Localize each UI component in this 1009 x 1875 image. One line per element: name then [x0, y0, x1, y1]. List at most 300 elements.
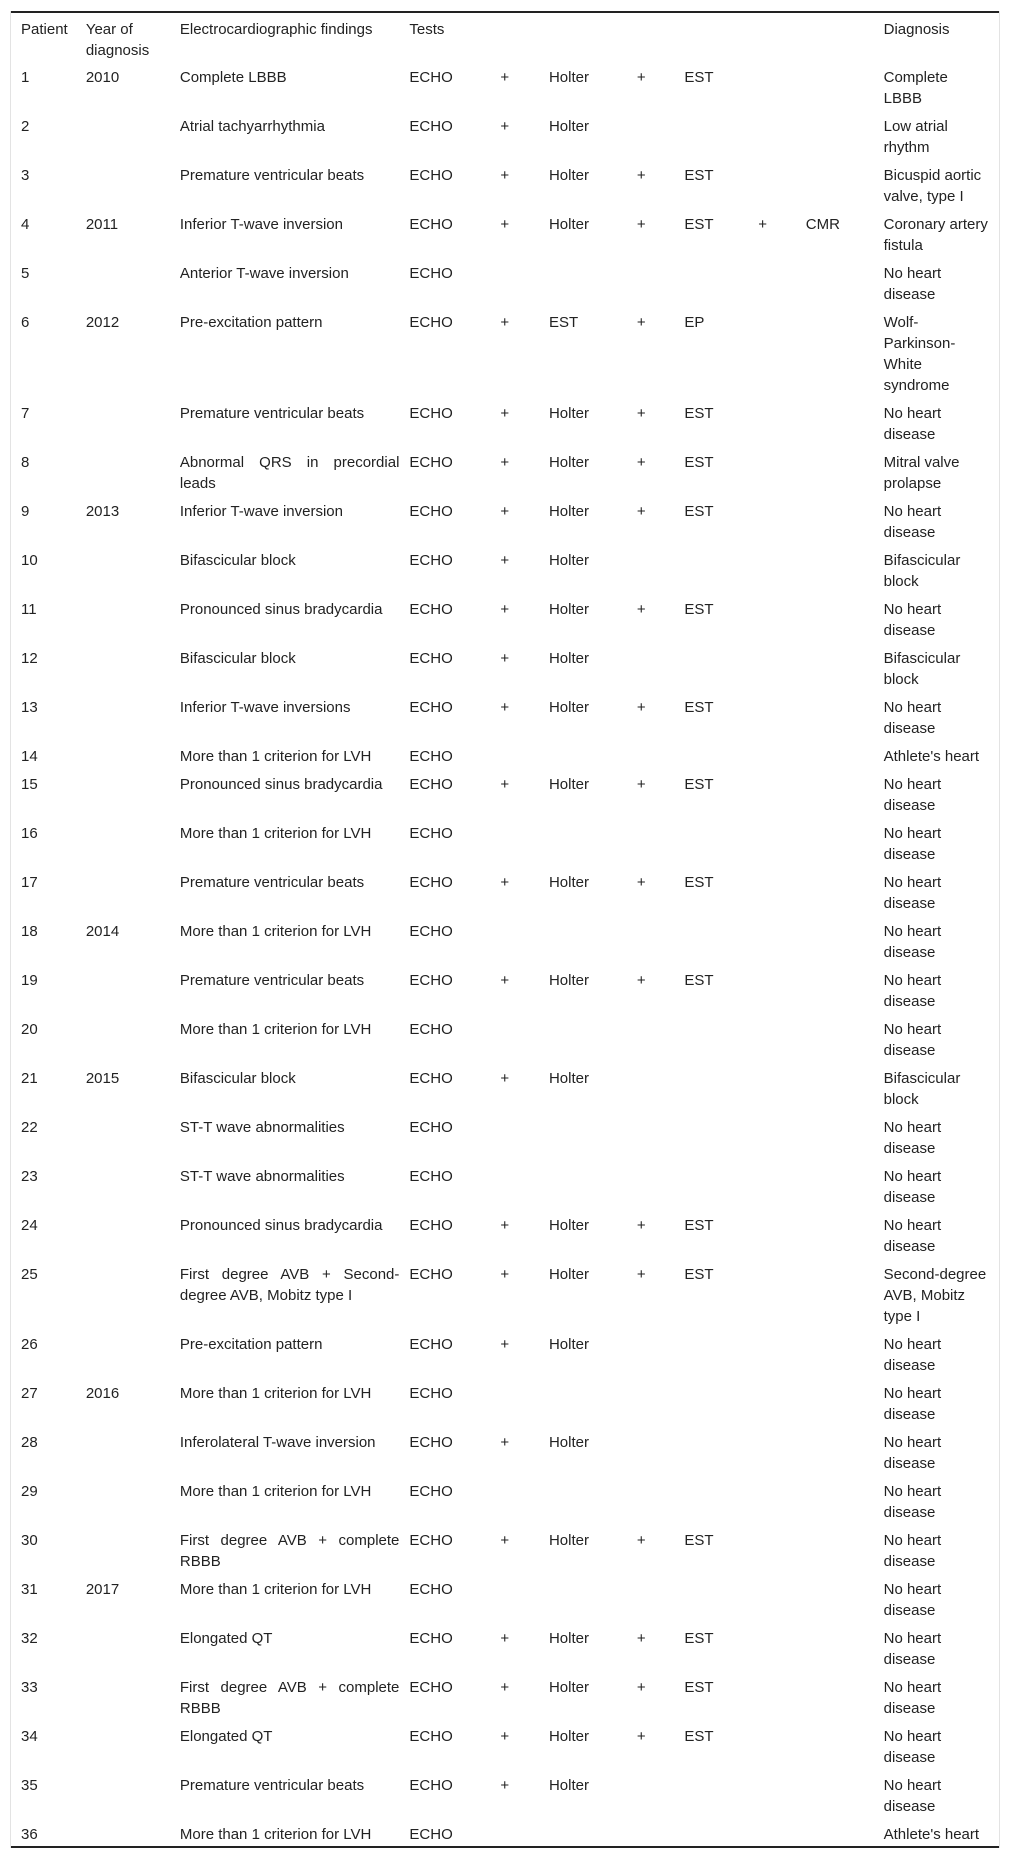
cell-year [86, 257, 180, 306]
cell-plus-3 [758, 915, 806, 964]
cell-test-1: ECHO [409, 1679, 453, 1696]
cell-ecg-findings: Inferior T-wave inversions [179, 699, 351, 716]
cell-plus-2 [637, 257, 685, 306]
cell-plus-1: + [500, 503, 510, 520]
cell-diagnosis: No heart disease [883, 265, 942, 303]
cell-test-3 [684, 1377, 758, 1426]
cell-patient: 7 [21, 405, 30, 422]
table-row [11, 495, 999, 544]
cell-test-2: Holter [548, 1434, 589, 1451]
table-row [11, 1111, 999, 1160]
cell-plus-1 [500, 1818, 549, 1847]
table-row [11, 691, 999, 740]
cell-year: 2011 [85, 216, 119, 233]
cell-plus-2 [637, 1377, 685, 1426]
cell-patient: 36 [21, 1826, 38, 1843]
cell-year [86, 1671, 180, 1720]
cell-plus-1 [500, 1475, 549, 1524]
cell-test-1: ECHO [409, 1777, 453, 1794]
cell-plus-2 [637, 1573, 685, 1622]
table-row [11, 1328, 999, 1377]
cell-year [86, 1524, 180, 1573]
cell-plus-3 [758, 593, 806, 642]
cell-patient: 17 [21, 874, 38, 891]
cell-test-3: EST [684, 699, 714, 716]
table-row [11, 110, 999, 159]
cell-test-2: EST [548, 314, 579, 331]
cell-year [86, 1426, 180, 1475]
cell-test-3: EST [684, 69, 714, 86]
cell-year [86, 159, 180, 208]
cell-test-4 [806, 1160, 884, 1209]
cell-year [86, 642, 180, 691]
cell-ecg-findings: Pronounced sinus bradycardia [179, 776, 383, 793]
cell-ecg-findings: Elongated QT [179, 1728, 273, 1745]
cell-test-4 [806, 964, 884, 1013]
cell-test-3 [684, 1426, 758, 1475]
cell-ecg-findings: First degree AVB + Second-degree AVB, Mobitz type I [179, 1266, 400, 1304]
cell-test-4 [806, 1769, 884, 1818]
cell-ecg-findings: More than 1 criterion for LVH [179, 748, 372, 765]
cell-test-4 [806, 1328, 884, 1377]
cell-plus-3 [758, 866, 806, 915]
cell-diagnosis: No heart disease [883, 776, 942, 814]
cell-test-1: ECHO [409, 1434, 453, 1451]
cell-patient: 10 [21, 552, 38, 569]
cell-plus-3 [758, 1818, 806, 1847]
cell-test-2: Holter [548, 650, 589, 667]
cell-diagnosis: No heart disease [883, 1532, 942, 1570]
cell-test-1: ECHO [409, 699, 453, 716]
cell-patient: 8 [21, 454, 30, 471]
cell-plus-2 [637, 1160, 685, 1209]
cell-patient: 20 [21, 1021, 38, 1038]
cell-year [86, 1258, 180, 1328]
cell-test-3: EST [684, 601, 714, 618]
cell-plus-2 [637, 1769, 685, 1818]
cell-test-3 [684, 1769, 758, 1818]
cell-test-2: Holter [548, 601, 589, 618]
cell-plus-1: + [500, 1630, 510, 1647]
cell-year [86, 397, 180, 446]
table-row [11, 1258, 999, 1328]
cell-year [86, 1013, 180, 1062]
cell-plus-2 [637, 110, 685, 159]
cell-diagnosis: Athlete's heart [883, 1826, 980, 1843]
cell-test-1: ECHO [409, 1826, 453, 1843]
cell-patient: 12 [21, 650, 38, 667]
cell-plus-1: + [500, 314, 510, 331]
cell-diagnosis: No heart disease [883, 1385, 942, 1423]
cell-plus-3 [758, 1160, 806, 1209]
cell-test-1: ECHO [409, 1119, 453, 1136]
cell-test-3: EST [684, 776, 714, 793]
cell-test-1: ECHO [409, 650, 453, 667]
cell-test-2 [549, 817, 637, 866]
cell-patient: 15 [21, 776, 38, 793]
cell-year [86, 1720, 180, 1769]
cell-plus-2: + [636, 1630, 646, 1647]
cell-test-4 [806, 593, 884, 642]
cell-plus-2 [637, 1062, 685, 1111]
cell-test-4 [806, 446, 884, 495]
cell-test-4 [806, 866, 884, 915]
cell-plus-2: + [636, 216, 646, 233]
table-row [11, 642, 999, 691]
cell-plus-2 [637, 817, 685, 866]
cell-diagnosis: No heart disease [883, 1434, 942, 1472]
cell-plus-3 [758, 1209, 806, 1258]
cell-plus-2 [637, 1111, 685, 1160]
cell-test-2: Holter [548, 167, 589, 184]
cell-test-1: ECHO [409, 1581, 453, 1598]
cell-ecg-findings: More than 1 criterion for LVH [179, 1581, 372, 1598]
cell-test-1: ECHO [409, 265, 453, 282]
cell-test-3 [684, 642, 758, 691]
cell-diagnosis: Athlete's heart [883, 748, 980, 765]
cell-ecg-findings: Inferior T-wave inversion [179, 503, 343, 520]
cell-year [86, 768, 180, 817]
cell-test-3 [684, 1160, 758, 1209]
cell-test-1: ECHO [409, 1728, 453, 1745]
table-row [11, 768, 999, 817]
cell-diagnosis: No heart disease [883, 923, 942, 961]
table-row [11, 1622, 999, 1671]
cell-diagnosis: No heart disease [883, 1581, 942, 1619]
cell-plus-1: + [500, 1070, 510, 1087]
cell-test-1: ECHO [409, 503, 453, 520]
cell-patient: 32 [21, 1630, 38, 1647]
header-year: Year of diagnosis [85, 21, 150, 59]
cell-test-1: ECHO [409, 972, 453, 989]
cell-plus-1: + [500, 1217, 510, 1234]
cell-plus-1: + [500, 1266, 510, 1283]
cell-test-3: EST [684, 874, 714, 891]
cell-year [86, 1769, 180, 1818]
cell-test-2: Holter [548, 1532, 589, 1549]
cell-test-2: Holter [548, 503, 589, 520]
table-body [11, 61, 999, 1847]
cell-plus-3 [758, 495, 806, 544]
table-row [11, 915, 999, 964]
cell-test-3 [684, 1062, 758, 1111]
cell-plus-1: + [500, 216, 510, 233]
cell-plus-3 [758, 768, 806, 817]
cell-plus-2: + [636, 69, 646, 86]
cell-plus-3 [758, 1622, 806, 1671]
cell-test-2: Holter [548, 1728, 589, 1745]
cell-test-4 [806, 257, 884, 306]
cell-diagnosis: No heart disease [883, 1021, 942, 1059]
cell-test-1: ECHO [409, 776, 453, 793]
cell-ecg-findings: More than 1 criterion for LVH [179, 1021, 372, 1038]
cell-plus-3 [758, 642, 806, 691]
cell-test-4 [806, 691, 884, 740]
table-row [11, 740, 999, 768]
cell-diagnosis: Bifascicular block [883, 650, 961, 688]
cell-diagnosis: No heart disease [883, 1119, 942, 1157]
cell-plus-1: + [500, 776, 510, 793]
cell-plus-2: + [636, 1532, 646, 1549]
cell-diagnosis: No heart disease [883, 1630, 942, 1668]
cell-plus-2: + [636, 454, 646, 471]
cell-test-3 [684, 257, 758, 306]
cell-plus-2 [637, 740, 685, 768]
cell-patient: 19 [21, 972, 38, 989]
cell-patient: 34 [21, 1728, 38, 1745]
cell-ecg-findings: More than 1 criterion for LVH [179, 1385, 372, 1402]
cell-test-2 [549, 1818, 637, 1847]
cell-test-4 [806, 1622, 884, 1671]
cell-test-3: EST [684, 167, 714, 184]
cell-ecg-findings: More than 1 criterion for LVH [179, 1483, 372, 1500]
patients-table [11, 11, 999, 1848]
cell-diagnosis: No heart disease [883, 972, 942, 1010]
table-row [11, 1573, 999, 1622]
cell-plus-3 [758, 1013, 806, 1062]
cell-ecg-findings: First degree AVB + complete RBBB [179, 1532, 400, 1570]
cell-year: 2010 [85, 69, 120, 86]
cell-test-3: EST [684, 503, 714, 520]
cell-test-1: ECHO [409, 1168, 453, 1185]
cell-test-2: Holter [548, 972, 589, 989]
cell-year [86, 1111, 180, 1160]
cell-ecg-findings: Complete LBBB [179, 69, 287, 86]
cell-patient: 25 [21, 1266, 38, 1283]
header-diagnosis: Diagnosis [883, 21, 950, 38]
cell-plus-1 [500, 1160, 549, 1209]
cell-test-2: Holter [548, 874, 589, 891]
cell-test-4 [806, 1258, 884, 1328]
cell-plus-1: + [500, 1728, 510, 1745]
cell-test-4 [806, 642, 884, 691]
cell-plus-3 [758, 446, 806, 495]
cell-test-2: Holter [548, 118, 589, 135]
cell-test-1: ECHO [409, 748, 453, 765]
cell-test-1: ECHO [409, 118, 453, 135]
cell-plus-3: + [758, 216, 767, 233]
cell-patient: 16 [21, 825, 38, 842]
table-row [11, 159, 999, 208]
cell-diagnosis: Bifascicular block [883, 552, 961, 590]
cell-test-2 [549, 1160, 637, 1209]
table-row [11, 964, 999, 1013]
cell-plus-2: + [636, 503, 646, 520]
cell-test-2 [549, 1377, 637, 1426]
cell-patient: 28 [21, 1434, 38, 1451]
cell-plus-1: + [500, 1532, 510, 1549]
cell-year: 2017 [85, 1581, 120, 1598]
cell-test-1: ECHO [409, 69, 453, 86]
cell-test-3: EST [684, 1217, 714, 1234]
cell-plus-1 [500, 257, 549, 306]
cell-plus-1 [500, 1377, 549, 1426]
cell-diagnosis: Second-degree AVB, Mobitz type I [883, 1266, 987, 1325]
cell-patient: 1 [21, 69, 30, 86]
cell-plus-2 [637, 1818, 685, 1847]
cell-year: 2012 [85, 314, 120, 331]
table-row [11, 1475, 999, 1524]
cell-plus-1: + [500, 699, 510, 716]
cell-plus-3 [758, 691, 806, 740]
cell-plus-3 [758, 1475, 806, 1524]
cell-test-4 [806, 817, 884, 866]
cell-test-2 [549, 1573, 637, 1622]
cell-patient: 5 [21, 265, 30, 282]
cell-year [86, 593, 180, 642]
table-row [11, 397, 999, 446]
cell-plus-1: + [500, 167, 510, 184]
cell-plus-2: + [636, 601, 646, 618]
cell-test-3: EST [684, 405, 714, 422]
cell-plus-1 [500, 1013, 549, 1062]
cell-ecg-findings: More than 1 criterion for LVH [179, 923, 372, 940]
cell-plus-3 [758, 159, 806, 208]
cell-ecg-findings: ST-T wave abnormalities [179, 1168, 345, 1185]
cell-patient: 27 [21, 1385, 38, 1402]
cell-plus-3 [758, 1258, 806, 1328]
cell-diagnosis: No heart disease [883, 1217, 942, 1255]
cell-patient: 18 [21, 923, 38, 940]
table-row [11, 1209, 999, 1258]
cell-test-1: ECHO [409, 601, 453, 618]
cell-test-3 [684, 110, 758, 159]
cell-test-3: EST [684, 454, 714, 471]
cell-test-2: Holter [548, 1336, 589, 1353]
cell-test-1: ECHO [409, 167, 453, 184]
cell-test-4 [806, 61, 884, 110]
cell-test-4 [806, 1818, 884, 1847]
cell-test-4 [806, 1524, 884, 1573]
cell-test-1: ECHO [409, 874, 453, 891]
cell-plus-1: + [500, 1434, 510, 1451]
cell-plus-2: + [636, 1679, 646, 1696]
cell-test-4 [806, 1426, 884, 1475]
cell-ecg-findings: Pronounced sinus bradycardia [179, 1217, 383, 1234]
cell-year [86, 1622, 180, 1671]
cell-plus-1: + [500, 1679, 510, 1696]
table-row [11, 1426, 999, 1475]
cell-plus-1: + [500, 650, 510, 667]
cell-ecg-findings: Pre-excitation pattern [179, 314, 323, 331]
table-row [11, 306, 999, 397]
cell-diagnosis: No heart disease [883, 699, 942, 737]
cell-plus-3 [758, 306, 806, 397]
table-row [11, 1671, 999, 1720]
cell-test-2: Holter [548, 216, 589, 233]
cell-test-3 [684, 1818, 758, 1847]
cell-patient: 24 [21, 1217, 38, 1234]
table-row [11, 1013, 999, 1062]
table-row [11, 1524, 999, 1573]
cell-test-4 [806, 544, 884, 593]
cell-plus-2: + [636, 1728, 646, 1745]
cell-test-4 [806, 1377, 884, 1426]
cell-year [86, 964, 180, 1013]
cell-plus-3 [758, 964, 806, 1013]
cell-plus-2 [637, 544, 685, 593]
cell-test-1: ECHO [409, 1070, 453, 1087]
cell-ecg-findings: Premature ventricular beats [179, 972, 365, 989]
table-container [10, 11, 1000, 1848]
cell-test-3 [684, 1111, 758, 1160]
header-ecg-findings: Electrocardiographic findings [179, 21, 373, 38]
cell-test-1: ECHO [409, 1630, 453, 1647]
cell-test-2 [549, 740, 637, 768]
cell-plus-2 [637, 1013, 685, 1062]
cell-year: 2013 [85, 503, 120, 520]
cell-test-3 [684, 817, 758, 866]
cell-ecg-findings: Atrial tachyarrhythmia [179, 118, 325, 135]
cell-ecg-findings: Inferolateral T-wave inversion [179, 1434, 376, 1451]
cell-test-2: Holter [548, 552, 589, 569]
cell-patient: 11 [21, 601, 37, 618]
cell-test-3: EST [684, 216, 714, 233]
cell-plus-2 [637, 1426, 685, 1475]
cell-plus-3 [758, 1524, 806, 1573]
cell-patient: 29 [21, 1483, 38, 1500]
cell-test-1: ECHO [409, 454, 453, 471]
cell-test-3 [684, 915, 758, 964]
cell-patient: 13 [21, 699, 38, 716]
cell-patient: 9 [21, 503, 30, 520]
cell-ecg-findings: Pre-excitation pattern [179, 1336, 323, 1353]
cell-plus-3 [758, 61, 806, 110]
table-row [11, 866, 999, 915]
cell-patient: 2 [21, 118, 30, 135]
cell-diagnosis: No heart disease [883, 405, 942, 443]
cell-test-1: ECHO [409, 825, 453, 842]
cell-plus-1: + [500, 1336, 510, 1353]
cell-test-4 [806, 1475, 884, 1524]
cell-year [86, 544, 180, 593]
header-tests: Tests [409, 21, 445, 38]
cell-test-4 [806, 1062, 884, 1111]
table-row [11, 1818, 999, 1847]
cell-test-2 [549, 1013, 637, 1062]
cell-year [86, 866, 180, 915]
cell-test-3 [684, 1013, 758, 1062]
cell-plus-1: + [500, 972, 510, 989]
cell-plus-3 [758, 1573, 806, 1622]
cell-year [86, 1328, 180, 1377]
cell-test-1: ECHO [409, 1532, 453, 1549]
table-row [11, 593, 999, 642]
cell-plus-3 [758, 1426, 806, 1475]
cell-test-1: ECHO [409, 405, 453, 422]
cell-diagnosis: No heart disease [883, 503, 942, 541]
header-patient: Patient [21, 21, 68, 38]
cell-diagnosis: No heart disease [883, 1336, 942, 1374]
cell-plus-3 [758, 1062, 806, 1111]
table-row [11, 1720, 999, 1769]
cell-plus-2: + [636, 1266, 646, 1283]
cell-ecg-findings: Elongated QT [179, 1630, 273, 1647]
cell-test-2: Holter [548, 69, 589, 86]
cell-diagnosis: Mitral valve prolapse [883, 454, 960, 492]
cell-diagnosis: Wolf-Parkinson-White syndrome [883, 314, 956, 394]
cell-year: 2014 [85, 923, 120, 940]
cell-year [86, 1475, 180, 1524]
cell-diagnosis: Bifascicular block [883, 1070, 961, 1108]
cell-test-4 [806, 740, 884, 768]
cell-year: 2015 [85, 1070, 120, 1087]
cell-plus-2: + [636, 874, 646, 891]
cell-test-3: EST [684, 1266, 714, 1283]
cell-patient: 30 [21, 1532, 38, 1549]
cell-ecg-findings: Premature ventricular beats [179, 1777, 365, 1794]
cell-diagnosis: Complete LBBB [883, 69, 948, 107]
